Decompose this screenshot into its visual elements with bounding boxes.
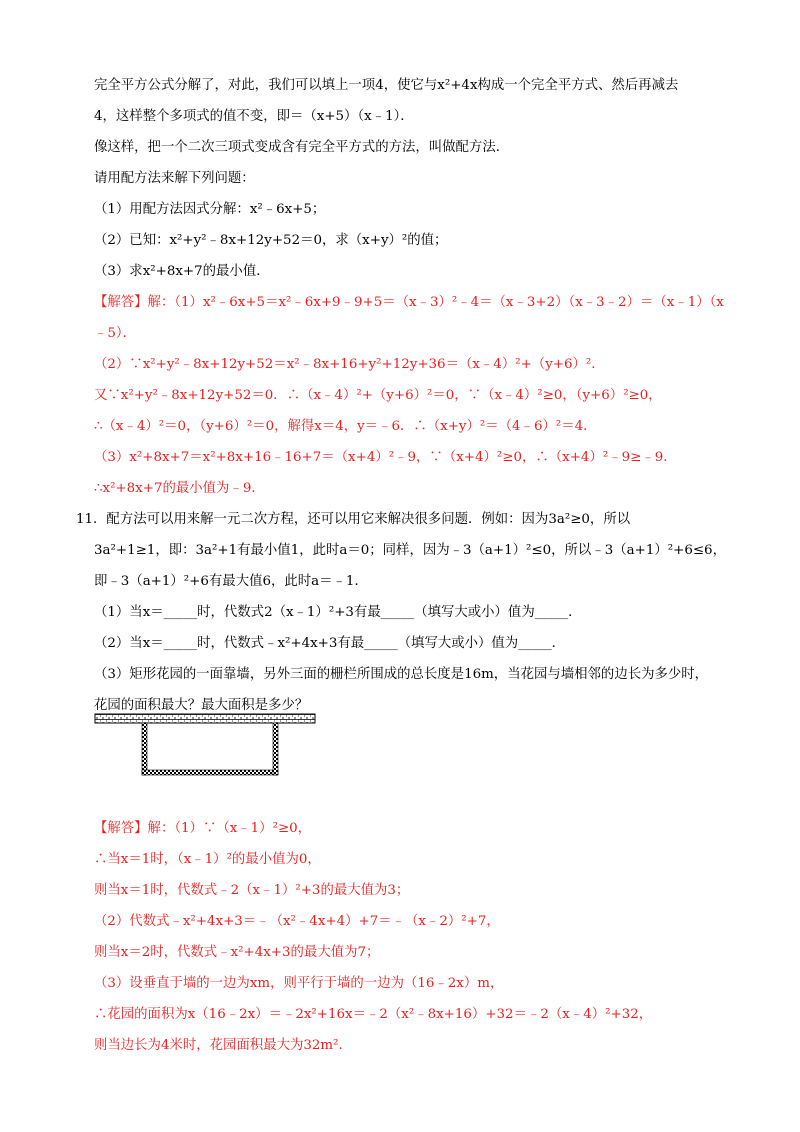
- garden-wall-diagram: [94, 712, 316, 778]
- text-line: 3a²+1≥1，即：3a²+1有最小值1，此时a＝0；同样，因为﹣3（a+1）²≤0，所以﹣3（a+1）²+6≤6，: [94, 543, 726, 558]
- text-line: （2）当x＝_____时，代数式﹣x²+4x+3有最_____（填写大或小）值为_____．: [94, 636, 566, 651]
- text-line: 花园的面积最大？最大面积是多少？: [94, 698, 309, 713]
- text-line: 即﹣3（a+1）²+6有最大值6，此时a＝﹣1．: [94, 574, 368, 589]
- text-line: 4，这样整个多项式的值不变，即＝（x+5）（x﹣1）．: [94, 109, 414, 124]
- text-line: （2）已知：x²+y²﹣8x+12y+52＝0，求（x+y）²的值；: [94, 233, 448, 248]
- problem-11-line: 11．配方法可以用来解一元二次方程，还可以用它来解决很多问题．例如：因为3a²≥0，所以: [76, 512, 631, 527]
- answer-line: ∴（x﹣4）²＝0，（y+6）²＝0，解得x＝4，y＝﹣6．∴（x+y）²＝（4﹣6）²＝4．: [94, 419, 597, 434]
- text-line: （1）当x＝_____时，代数式2（x﹣1）²+3有最_____（填写大或小）值为_____．: [94, 605, 582, 620]
- text-line: 完全平方公式分解了，对此，我们可以填上一项4，使它与x²+4x构成一个完全平方式、然后再减去: [94, 78, 679, 93]
- answer-line: 则当x＝1时，代数式﹣2（x﹣1）²+3的最大值为3；: [94, 883, 410, 898]
- fence-right: [273, 723, 278, 775]
- fence-left: [142, 723, 147, 775]
- text-line: 像这样，把一个二次三项式变成含有完全平方式的方法，叫做配方法．: [94, 140, 510, 155]
- answer-line: 则当x＝2时，代数式﹣x²+4x+3的最大值为7；: [94, 945, 380, 960]
- answer-line: （2）代数式﹣x²+4x+3＝﹣（x²﹣4x+4）+7＝﹣（x﹣2）²+7，: [94, 914, 500, 929]
- answer-line: ∴当x＝1时，（x﹣1）²的最小值为0，: [94, 852, 321, 867]
- text-line: （3）矩形花园的一面靠墙，另外三面的栅栏所围成的总长度是16m，当花园与墙相邻的边长为多少时，: [94, 667, 709, 682]
- answer-line: ∴x²+8x+7的最小值为﹣9．: [94, 481, 265, 496]
- answer-line: （3）设垂直于墙的一边为xm，则平行于墙的一边为（16﹣2x）m，: [94, 976, 504, 991]
- text-line: （3）求x²+8x+7的最小值．: [94, 264, 270, 279]
- answer-line: （2）∵x²+y²﹣8x+12y+52＝x²﹣8x+16+y²+12y+36＝（x﹣4）²+（y+6）²．: [94, 357, 605, 372]
- answer-line: 【解答】解：（1）x²﹣6x+5＝x²﹣6x+9﹣9+5＝（x﹣3）²﹣4＝（x﹣3+2）（x﹣3﹣2）＝（x﹣1）（x: [94, 295, 724, 310]
- text-line: （1）用配方法因式分解：x²﹣6x+5；: [94, 202, 326, 217]
- answer-line: 又∵x²+y²﹣8x+12y+52＝0．∴（x﹣4）²+（y+6）²＝0，∵（x﹣4）²≥0，（y+6）²≥0，: [94, 388, 662, 403]
- fence-bottom: [142, 770, 278, 775]
- answer-line: ∴花园的面积为x（16﹣2x）＝﹣2x²+16x＝﹣2（x²﹣8x+16）+32＝﹣2（x﹣4）²+32，: [94, 1007, 653, 1022]
- answer-line: （3）x²+8x+7＝x²+8x+16﹣16+7＝（x+4）²﹣9，∵（x+4）²≥0，∴（x+4）²﹣9≥﹣9．: [94, 450, 677, 465]
- answer-line: 则当边长为4米时，花园面积最大为32m².: [94, 1038, 343, 1053]
- answer-line: ﹣5）．: [94, 326, 136, 341]
- text-line: 请用配方法来解下列问题：: [94, 171, 255, 186]
- wall: [95, 714, 315, 723]
- answer-line: 【解答】解：（1）∵（x﹣1）²≥0，: [94, 821, 312, 836]
